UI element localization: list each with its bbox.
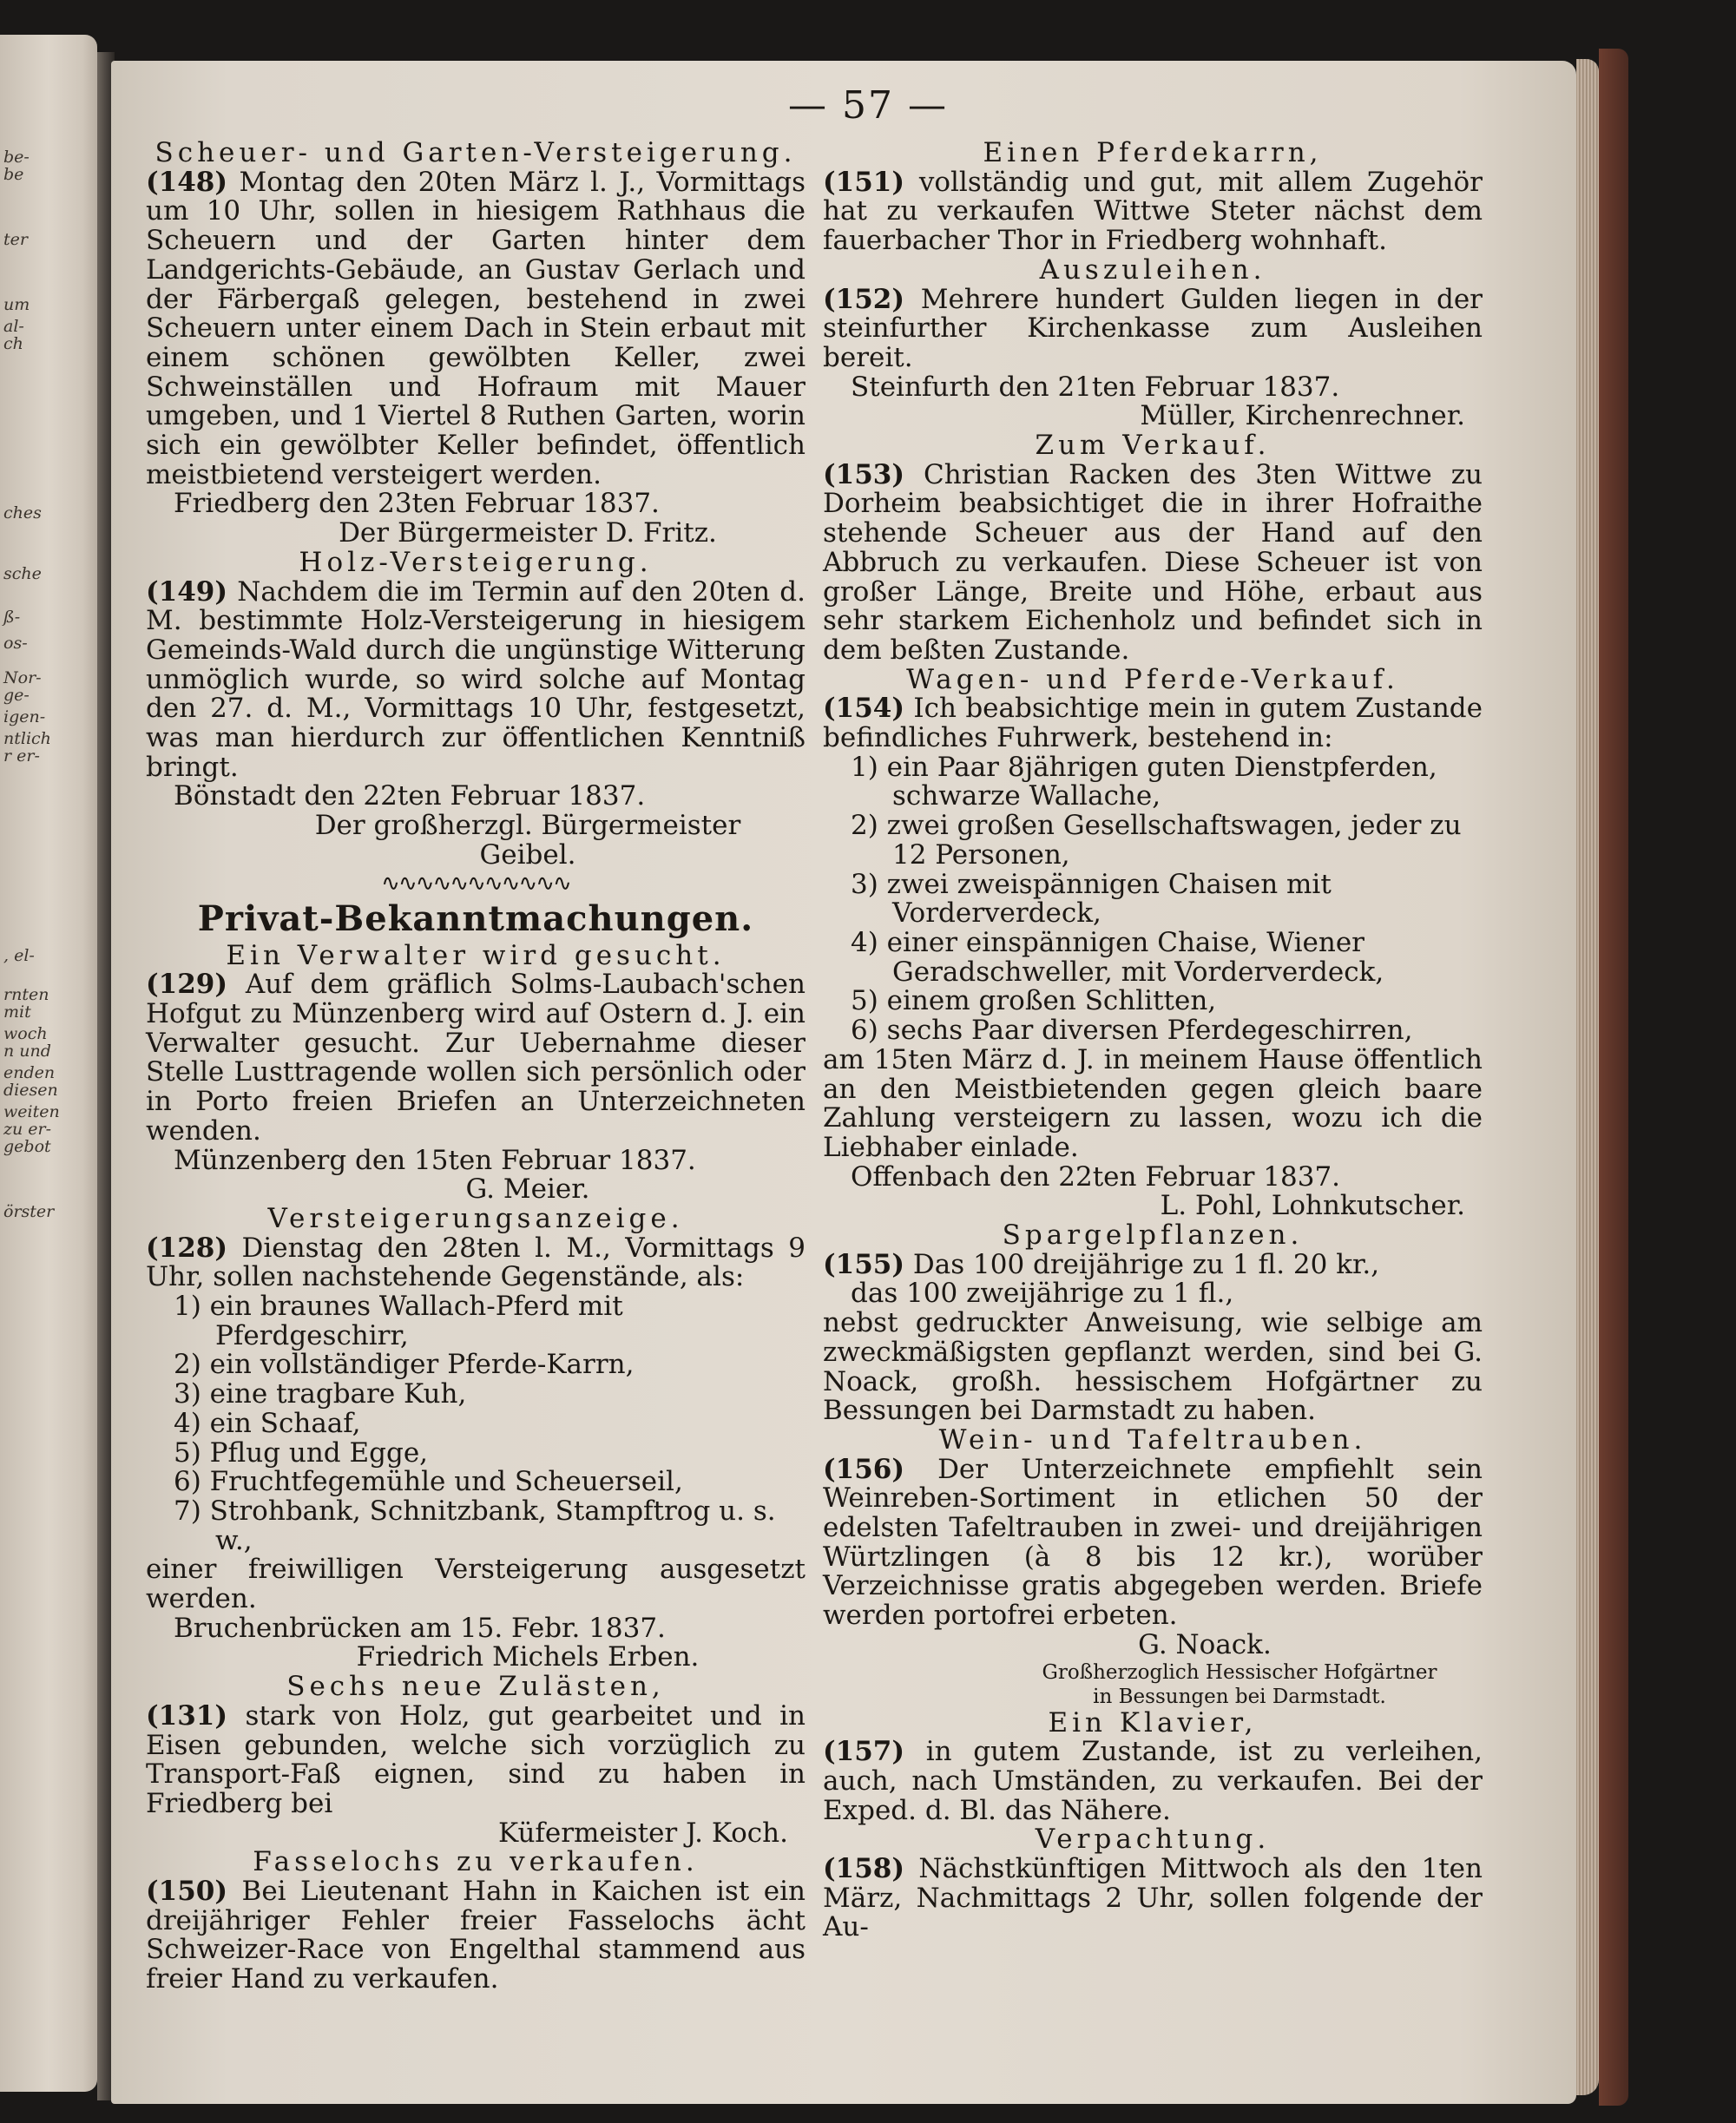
left-page-fragment: um xyxy=(3,295,30,314)
signature: G. Meier. xyxy=(465,1173,590,1206)
notice-number: (151) xyxy=(823,166,905,198)
left-page-fragment: ß- xyxy=(3,608,21,627)
dateline: Offenbach den 22ten Februar 1837. xyxy=(851,1160,1341,1193)
section-heading: Ein Verwalter wird gesucht. xyxy=(226,939,726,971)
notice-number: (156) xyxy=(823,1453,905,1485)
paragraph: nebst gedruckter Anweisung, wie selbige am zweckmäßigsten gepflanzt werden, sind bei G. Noack, großh. hessischem Hofgärtner zu Bessungen bei Darmstadt zu haben. xyxy=(823,1307,1483,1427)
right-column xyxy=(823,139,1483,1942)
left-page-fragment: igen- xyxy=(3,707,46,726)
left-page-fragment: ches xyxy=(3,503,42,523)
notice-text: Das 100 dreijährige zu 1 fl. 20 kr., xyxy=(904,1248,1380,1280)
notice-paragraph xyxy=(823,168,1483,256)
notice-paragraph xyxy=(146,1234,806,1292)
left-page-fragment: n und xyxy=(3,1042,51,1061)
book-cover-edge xyxy=(1599,49,1628,2106)
notice-text: Nächstkünftigen Mittwoch als den 1ten März, Nachmittags 2 Uhr, sollen folgende der Au- xyxy=(823,1853,1483,1943)
notice-paragraph xyxy=(146,1699,806,1819)
left-page-fragment: rnten xyxy=(3,985,49,1004)
list-item: 6) Fruchtfegemühle und Scheuerseil, xyxy=(174,1466,683,1498)
notice-number: (153) xyxy=(823,458,905,490)
paragraph: einer freiwilligen Versteigerung ausgesetzt werden. xyxy=(146,1554,806,1615)
signature: Geibel. xyxy=(479,838,576,871)
section-heading: Verpachtung. xyxy=(1035,1824,1271,1856)
notice-text: stark von Holz, gut gearbeitet und in Eisen gebunden, welche sich vorzüglich zu Transport-Faß eignen, sind zu haben in Friedberg bei xyxy=(146,1699,806,1819)
notice-text: Auf dem gräflich Solms-Laubach'schen Hofgut zu Münzenberg wird auf Ostern d. J. ein Verwalter gesucht. Zur Uebernahme dieser Stelle Lusttragende wollen sich persönlich oder in Porto freien Briefen an Unterzeichneten wenden. xyxy=(146,969,806,1147)
notice-number: (128) xyxy=(146,1232,228,1264)
signature: G. Noack. xyxy=(1138,1628,1272,1660)
notice-text: Christian Racken des 3ten Wittwe zu Dorheim beabsichtiget die in ihrer Hofraithe stehende Scheuer aus der Hand auf den Abbruch zu verkaufen. Diese Scheuer ist von großer Länge, Breite und Höhe, erbaut aus sehr starkem Eichenholz und befindet sich in dem beßten Zustande. xyxy=(823,458,1483,666)
list-item: das 100 zweijährige zu 1 fl., xyxy=(851,1278,1234,1310)
list-item: 3) eine tragbare Kuh, xyxy=(174,1378,467,1410)
notice-paragraph xyxy=(823,1248,1483,1280)
dateline: Bruchenbrücken am 15. Febr. 1837. xyxy=(174,1612,666,1644)
section-heading: Wagen- und Pferde-Verkauf. xyxy=(906,663,1399,695)
left-page-fragment: örster xyxy=(3,1202,55,1221)
dateline: Steinfurth den 21ten Februar 1837. xyxy=(851,371,1340,403)
left-page-fragment: enden xyxy=(3,1063,56,1082)
left-page-edge xyxy=(0,35,97,2092)
notice-number: (154) xyxy=(823,693,905,725)
dateline: Bönstadt den 22ten Februar 1837. xyxy=(174,780,646,812)
section-heading: Ein Klavier, xyxy=(1048,1706,1258,1738)
page-stack-edge xyxy=(1576,59,1599,2095)
section-heading: Sechs neue Zulästen, xyxy=(286,1671,665,1703)
notice-paragraph xyxy=(823,283,1483,373)
signature: Küfermeister J. Koch. xyxy=(497,1817,788,1849)
notice-paragraph xyxy=(146,1877,806,1995)
left-column xyxy=(146,139,806,1995)
left-page-fragment: , el- xyxy=(3,946,35,965)
left-page-fragment: Nor- xyxy=(3,668,42,687)
left-page-fragment: be- xyxy=(3,148,30,167)
notice-number: (148) xyxy=(146,166,228,198)
section-heading: Spargelpflanzen. xyxy=(1002,1219,1304,1252)
left-page-fragment: gebot xyxy=(3,1137,51,1156)
notice-number: (131) xyxy=(146,1699,228,1732)
list-item: 5) Pflug und Egge, xyxy=(174,1436,429,1469)
section-heading: Wein- und Tafeltrauben. xyxy=(938,1423,1367,1456)
left-page-fragment: al- xyxy=(3,317,24,336)
notice-paragraph xyxy=(823,458,1483,666)
left-page-fragment: woch xyxy=(3,1024,48,1043)
notice-number: (158) xyxy=(823,1853,905,1885)
notice-text: Nachdem die im Termin auf den 20ten d. M. bestimmte Holz-Versteigerung in hiesigem Gemeinds-Wald durch die ungünstige Witterung unmöglich wurde, so wird solche auf Montag den 27. d. M., Vormittags 10 Uhr, festgesetzt, was man hierdurch zur öffentlichen Kenntniß bringt. xyxy=(146,575,806,783)
left-page-fragment: diesen xyxy=(3,1081,58,1100)
list-item: 7) Strohbank, Schnitzbank, Stampftrog u. s. w., xyxy=(174,1495,776,1556)
signature: Friedrich Michels Erben. xyxy=(356,1641,700,1673)
signature: Müller, Kirchenrechner. xyxy=(1140,400,1465,432)
list-item: 3) zwei zweispännigen Chaisen mit Vorderverdeck, xyxy=(851,868,1332,930)
list-item: 1) ein braunes Wallach-Pferd mit Pferdgeschirr, xyxy=(174,1291,623,1351)
section-heading: Auszuleihen. xyxy=(1039,253,1266,286)
signature-title: Großherzoglich Hessischer Hofgärtner xyxy=(1042,1660,1437,1684)
list-item: 6) sechs Paar diversen Pferdegeschirren, xyxy=(851,1015,1413,1047)
notice-paragraph xyxy=(146,970,806,1146)
notice-paragraph xyxy=(823,1738,1483,1825)
dateline: Münzenberg den 15ten Februar 1837. xyxy=(174,1144,696,1176)
left-page-fragment: mit xyxy=(3,1002,31,1022)
notice-text: Der Unterzeichnete empfiehlt sein Weinreben-Sortiment in etlichen 50 der edelsten Tafeltrauben in zwei- und dreijährigen Würtzlingen (à 8 bis 12 kr.), worüber Verzeichnisse gratis abgegeben werden. Briefe werden portofrei erbeten. xyxy=(823,1453,1483,1632)
notice-paragraph xyxy=(823,1855,1483,1942)
list-item: 1) ein Paar 8jährigen guten Dienstpferden, schwarze Wallache, xyxy=(851,751,1437,812)
paragraph: am 15ten März d. J. in meinem Hause öffentlich an den Meistbietenden gegen gleich baare Zahlung versteigern zu lassen, wozu ich die Liebhaber einlade. xyxy=(823,1043,1483,1163)
page-number: — 57 — xyxy=(788,83,948,128)
notice-text: Ich beabsichtige mein in gutem Zustande befindliches Fuhrwerk, bestehend in: xyxy=(823,693,1483,754)
notice-text: vollständig und gut, mit allem Zugehör hat zu verkaufen Wittwe Steter nächst dem fauerbacher Thor in Friedberg wohnhaft. xyxy=(823,166,1483,257)
left-page-fragment: ch xyxy=(3,334,23,353)
notice-text: Montag den 20ten März l. J., Vormittags um 10 Uhr, sollen in hiesigem Rathhaus die Scheuern und der Garten hinter dem Landgerichts-Gebäude, an Gustav Gerlach und der Färbergaß gelegen, bestehend in zwei Scheuern unter einem Dach in Stein erbaut mit einem schönen gewölbten Keller, zwei Schweinställen und Hofraum mit Mauer umgeben, und 1 Viertel 8 Ruthen Garten, worin sich ein gewölbter Keller befindet, öffentlich meistbietend versteigert werden. xyxy=(146,166,806,490)
notice-number: (157) xyxy=(823,1736,905,1768)
left-page-fragment: ge- xyxy=(3,686,30,705)
dateline: Friedberg den 23ten Februar 1837. xyxy=(174,488,660,520)
section-heading: Scheuer- und Garten-Versteigerung. xyxy=(155,137,797,168)
section-heading: Einen Pferdekarrn, xyxy=(983,137,1323,168)
section-heading: Fasselochs zu verkaufen. xyxy=(253,1846,699,1878)
notice-paragraph xyxy=(146,575,806,783)
left-page-fragment: os- xyxy=(3,634,28,653)
notice-number: (155) xyxy=(823,1248,905,1280)
left-page-fragment: zu er- xyxy=(3,1120,52,1139)
section-heading: Zum Verkauf. xyxy=(1035,430,1271,462)
section-heading: Holz-Versteigerung. xyxy=(299,546,653,578)
signature: Der großherzgl. Bürgermeister xyxy=(314,810,741,842)
left-page-fragment: weiten xyxy=(3,1102,60,1121)
section-title: Privat-Bekanntmachungen. xyxy=(197,897,754,939)
notice-text: in gutem Zustande, ist zu verleihen, auch, nach Umständen, zu verkaufen. Bei der Exped. d. Bl. das Nähere. xyxy=(823,1736,1483,1826)
ornament-divider: ∿∿∿∿∿∿∿∿∿∿∿ xyxy=(381,870,570,897)
list-item: 5) einem großen Schlitten, xyxy=(851,985,1217,1017)
notice-paragraph xyxy=(823,1453,1483,1632)
list-item: 2) zwei großen Gesellschaftswagen, jeder zu 12 Personen, xyxy=(851,810,1462,871)
left-page-fragment: be xyxy=(3,165,24,184)
notice-number: (149) xyxy=(146,575,228,608)
signature-title: in Bessungen bei Darmstadt. xyxy=(1093,1685,1386,1708)
notice-text: Dienstag den 28ten l. M., Vormittags 9 Uhr, sollen nachstehende Gegenstände, als: xyxy=(146,1232,806,1293)
notice-number: (129) xyxy=(146,969,228,1001)
notice-text: Bei Lieutenant Hahn in Kaichen ist ein dreijähriger Fehler freier Fasselochs ächt Schweizer-Race von Engelthal stammend aus freier Hand zu verkaufen. xyxy=(146,1876,806,1995)
list-item: 2) ein vollständiger Pferde-Karrn, xyxy=(174,1349,635,1381)
left-page-fragment: r er- xyxy=(3,746,40,766)
list-item: 4) ein Schaaf, xyxy=(174,1407,361,1439)
left-page-fragment: ter xyxy=(3,230,28,249)
signature: Der Bürgermeister D. Fritz. xyxy=(339,517,717,549)
notice-number: (150) xyxy=(146,1876,228,1908)
notice-paragraph xyxy=(146,168,806,490)
signature: L. Pohl, Lohnkutscher. xyxy=(1160,1190,1465,1222)
notice-paragraph xyxy=(823,694,1483,753)
left-page-fragment: ntlich xyxy=(3,729,51,748)
section-heading: Versteigerungsanzeige. xyxy=(267,1202,684,1234)
left-page-fragment: sche xyxy=(3,564,42,583)
notice-text: Mehrere hundert Gulden liegen in der steinfurther Kirchenkasse zum Ausleihen bereit. xyxy=(823,283,1483,373)
notice-number: (152) xyxy=(823,283,905,315)
list-item: 4) einer einspännigen Chaise, Wiener Geradschweller, mit Vorderverdeck, xyxy=(851,926,1384,988)
